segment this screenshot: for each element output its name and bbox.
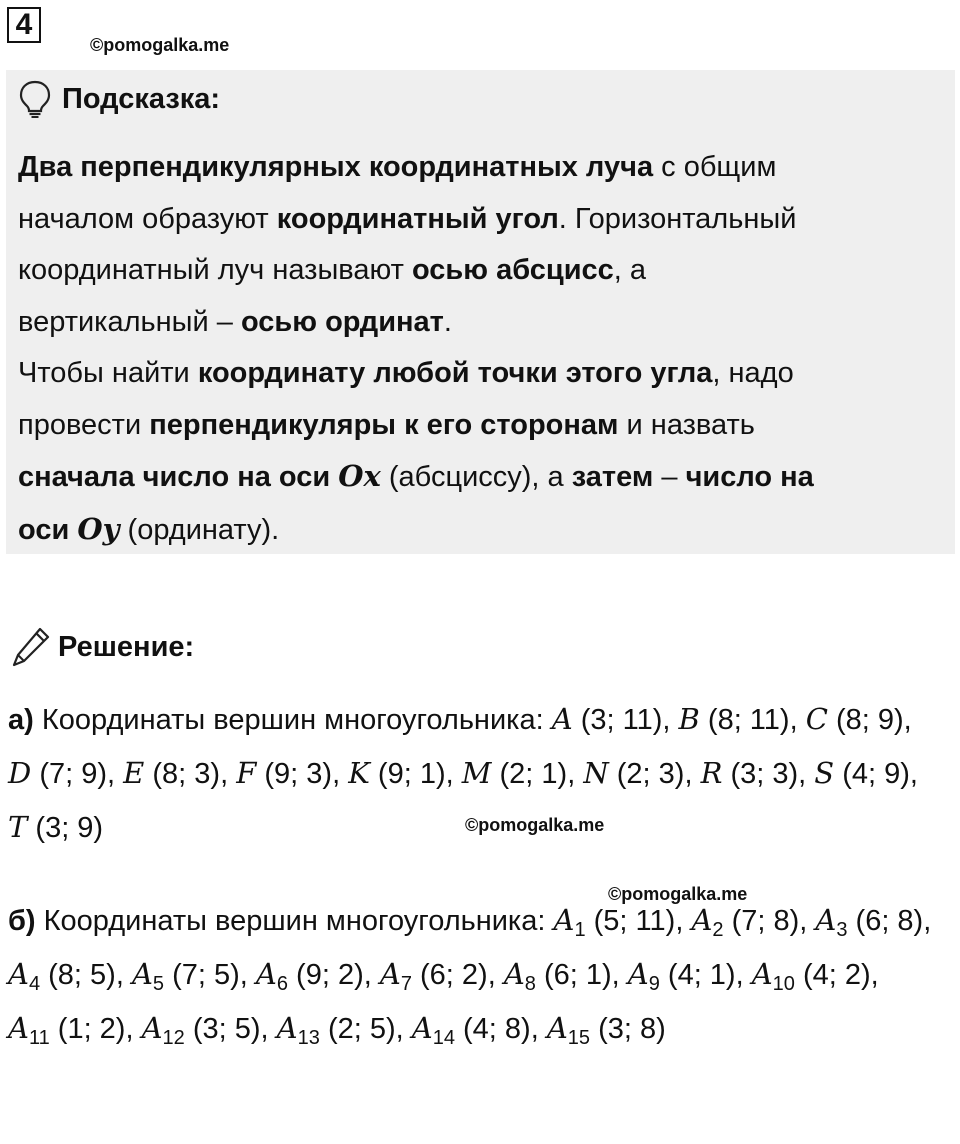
vertex-name: N: [583, 756, 609, 790]
solution-title: [10, 625, 194, 669]
vertex-name: B: [678, 702, 700, 736]
vertex-index: 11: [28, 1027, 50, 1049]
vertex-name: A: [691, 903, 713, 937]
vertex-point: M (2; 1),: [461, 756, 576, 790]
pencil-icon: [10, 625, 52, 669]
hint-title: [18, 80, 220, 118]
vertex-coords: (4; 1): [667, 959, 736, 991]
vertex-coords: (2; 5): [327, 1013, 396, 1045]
vertex-coords: (1; 2): [57, 1013, 126, 1045]
vertex-coords: (7; 8): [731, 905, 800, 937]
vertex-coords: (3; 8): [598, 1013, 666, 1045]
hint-text-span: , а: [613, 254, 647, 286]
vertex-name: D: [8, 756, 32, 790]
vertex-index: 9: [648, 973, 660, 995]
vertex-point: $A_7$ (6; 2),: [379, 957, 496, 995]
vertex-point: D (7; 9),: [8, 756, 116, 790]
vertex-index: 13: [297, 1027, 320, 1049]
part-b-label: б): [8, 905, 36, 937]
vertex-name: A: [551, 702, 573, 736]
vertex-point: C (8; 9),: [805, 702, 912, 736]
vertex-coords: (3; 11): [580, 704, 663, 736]
vertex-index: 6: [276, 973, 288, 995]
hint-text-span: .: [443, 305, 452, 338]
vertex-name: A: [131, 957, 153, 991]
hint-bold: оси: [18, 513, 78, 546]
hint-text-span: вертикальный –: [18, 305, 241, 338]
hint-text-span: , надо: [712, 357, 794, 389]
vertex-coords: (3; 9): [35, 812, 104, 844]
vertex-coords: (4; 2): [802, 959, 871, 991]
vertex-point: $A_2$ (7; 8),: [691, 903, 808, 941]
vertex-name: A: [276, 1011, 298, 1045]
vertex-coords: (3; 3): [730, 758, 799, 790]
vertex-index: 10: [772, 973, 795, 995]
vertex-coords: (6; 8): [855, 905, 924, 937]
vertex-name: A: [255, 957, 277, 991]
vertex-coords: (9; 2): [296, 959, 364, 991]
vertex-point: K (9; 1),: [348, 756, 454, 790]
hint-text: [18, 142, 948, 556]
vertex-coords: (6; 2): [420, 959, 488, 991]
hint-bold: затем: [571, 461, 654, 493]
vertex-coords: (2; 3): [616, 758, 685, 790]
hint-bold: осью ординат: [240, 305, 444, 338]
watermark: ©pomogalka.me: [90, 35, 230, 55]
vertex-point: $A_3$ (6; 8),: [815, 903, 932, 941]
vertex-coords: (2; 1): [499, 758, 568, 790]
vertex-index: 3: [836, 919, 848, 941]
axis-ox: Ox: [338, 459, 381, 493]
vertex-coords: (9; 1): [377, 758, 446, 790]
hint-title-text: Подсказка:: [62, 82, 221, 115]
vertex-name: A: [553, 903, 575, 937]
lightbulb-icon: [18, 80, 52, 118]
vertex-coords: (9; 3): [264, 758, 333, 790]
vertex-point: R (3; 3),: [700, 756, 807, 790]
vertex-name: A: [8, 957, 29, 991]
hint-bold: число на: [685, 461, 814, 493]
vertex-name: A: [751, 957, 773, 991]
vertex-name: A: [503, 957, 525, 991]
vertex-coords: (4; 8): [463, 1013, 531, 1045]
hint-text-span: началом образуют: [18, 202, 277, 235]
hint-bold: координатный угол: [276, 202, 559, 235]
vertex-point: $A_{14}$ (4; 8),: [411, 1011, 539, 1049]
vertex-point: A (3; 11),: [551, 702, 671, 736]
vertex-coords: (8; 5): [48, 959, 116, 991]
hint-text-span: и назвать: [618, 408, 755, 441]
vertex-index: 1: [574, 919, 586, 941]
hint-bold: сначала число на оси: [18, 461, 339, 493]
hint-text-span: (ординату).: [119, 513, 280, 546]
vertex-name: A: [815, 903, 837, 937]
vertex-coords: (7; 9): [39, 758, 108, 790]
vertex-name: M: [461, 756, 492, 790]
task-number: 4: [7, 7, 41, 43]
vertex-name: A: [379, 957, 401, 991]
hint-bold: координату любой точки этого угла: [197, 357, 713, 389]
vertex-index: 7: [400, 973, 412, 995]
solution-part-b: [8, 894, 956, 1056]
solution-title-text: Решение:: [58, 630, 195, 663]
part-a-text: Координаты вершин многоугольника:: [33, 704, 552, 736]
vertex-name: E: [123, 756, 145, 790]
hint-bold: перпендикуляры к его сторонам: [149, 408, 619, 441]
vertex-point: N (2; 3),: [583, 756, 693, 790]
vertex-index: 8: [524, 973, 536, 995]
vertex-coords: (8; 3): [152, 758, 221, 790]
vertex-name: K: [348, 756, 370, 790]
hint-text-span: провести: [18, 408, 150, 441]
vertex-index: 12: [162, 1027, 185, 1049]
vertex-point: B (8; 11),: [678, 702, 798, 736]
vertex-coords: (8; 11): [707, 704, 790, 736]
vertex-point: E (8; 3),: [123, 756, 229, 790]
vertex-index: 5: [152, 973, 165, 995]
vertex-coords: (6; 1): [543, 959, 612, 991]
hint-text-span: с общим: [653, 151, 777, 183]
vertex-name: A: [546, 1011, 568, 1045]
hint-text-span: –: [653, 461, 686, 493]
vertex-point: $A_9$ (4; 1),: [627, 957, 744, 995]
vertex-point: S (4; 9),: [814, 756, 918, 790]
vertex-coords: (5; 11): [593, 905, 676, 937]
vertex-index: 4: [28, 973, 41, 995]
vertex-point: [8, 812, 103, 844]
vertex-point: $A_{13}$ (2; 5),: [276, 1011, 404, 1049]
vertex-point: $A_{11}$ (1; 2),: [8, 1011, 134, 1049]
vertex-point: $A_4$ (8; 5),: [8, 957, 124, 995]
part-b-text: Координаты вершин многоугольника:: [35, 905, 554, 937]
vertex-point: $A_5$ (7; 5),: [131, 957, 248, 995]
vertex-name: T: [8, 810, 28, 844]
vertex-name: A: [627, 957, 649, 991]
vertex-index: 15: [567, 1027, 591, 1049]
vertex-point: $A_1$ (5; 11),: [553, 903, 684, 941]
vertex-point: $A_8$ (6; 1),: [503, 957, 620, 995]
hint-text-span: Чтобы найти: [18, 357, 198, 389]
vertex-name: A: [141, 1011, 163, 1045]
vertex-coords: (8; 9): [835, 704, 904, 736]
vertex-coords: (4; 9): [842, 758, 910, 790]
part-a-label: а): [8, 704, 34, 736]
hint-text-span: координатный луч называют: [18, 254, 412, 286]
hint-text-span: . Горизонтальный: [558, 202, 797, 235]
vertex-point: $A_{10}$ (4; 2),: [751, 957, 879, 995]
hint-bold: Два перпендикулярных координатных луча: [18, 151, 654, 183]
axis-oy: Oy: [77, 511, 120, 546]
vertex-name: C: [805, 702, 828, 736]
hint-bold: осью абсцисс: [411, 254, 614, 286]
watermark: ©pomogalka.me: [608, 884, 748, 904]
vertex-point: F (9; 3),: [236, 756, 341, 790]
vertex-name: R: [700, 756, 723, 790]
vertex-index: 2: [712, 919, 724, 941]
vertex-name: A: [411, 1011, 433, 1045]
vertex-point: $A_{12}$ (3; 5),: [141, 1011, 269, 1049]
vertex-name: A: [8, 1011, 29, 1045]
vertex-coords: (3; 5): [192, 1013, 261, 1045]
vertex-index: 14: [432, 1027, 455, 1049]
watermark: ©pomogalka.me: [465, 815, 605, 835]
vertex-point: [546, 1011, 666, 1049]
vertex-coords: (7; 5): [172, 959, 240, 991]
vertex-name: F: [236, 756, 257, 790]
hint-text-span: (абсциссу), а: [380, 461, 572, 493]
vertex-point: $A_6$ (9; 2),: [255, 957, 372, 995]
vertex-name: S: [814, 756, 835, 790]
